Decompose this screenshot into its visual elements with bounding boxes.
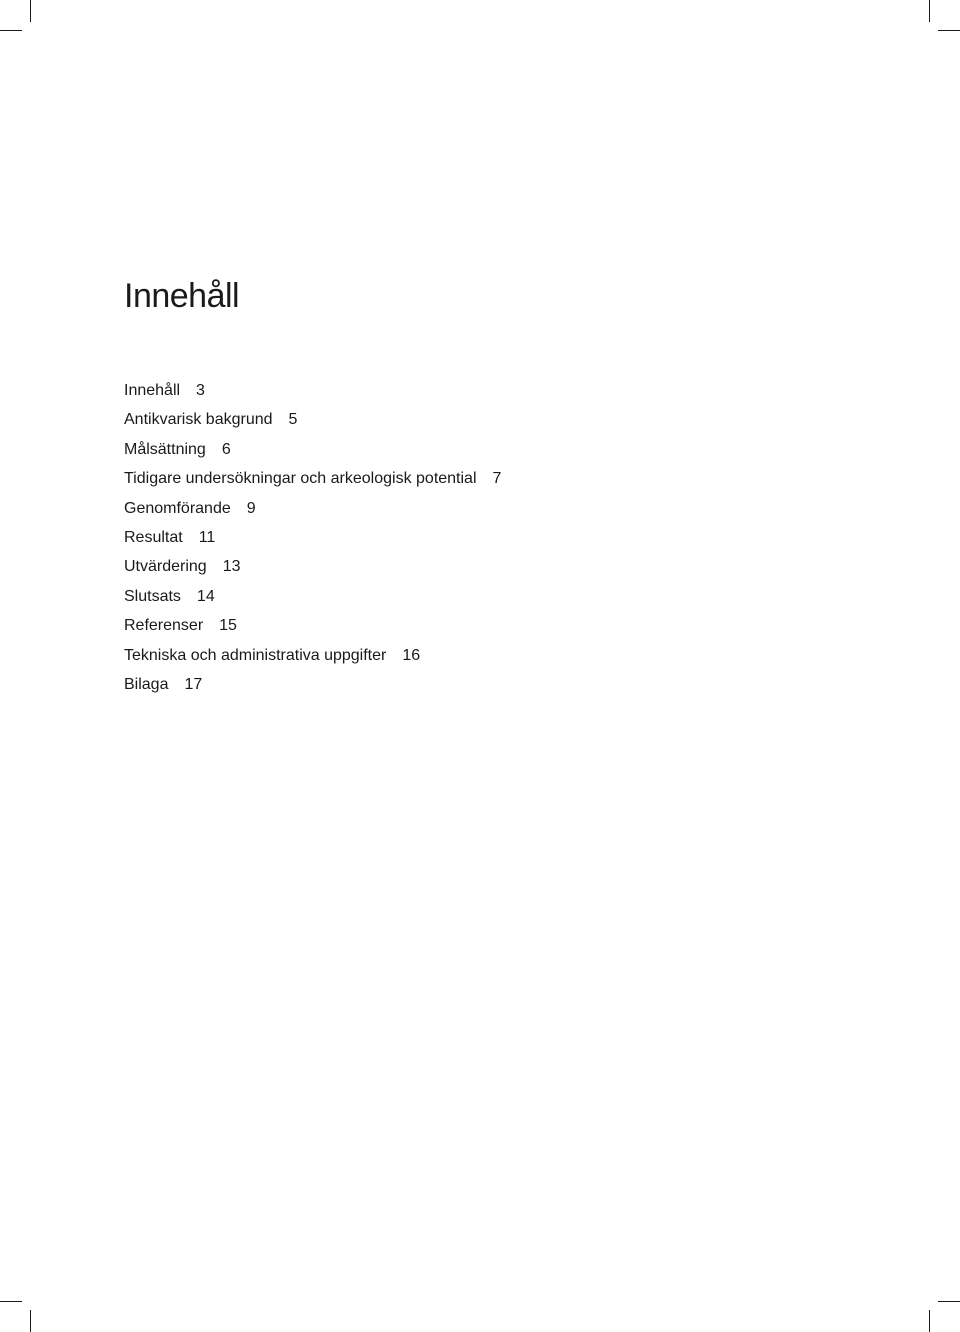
toc-entry-page: 14 bbox=[196, 587, 215, 605]
toc-entry-label: Tidigare undersökningar och arkeologisk potential bbox=[124, 470, 477, 488]
toc-entry-page: 16 bbox=[402, 646, 421, 664]
toc-entry-label: Slutsats bbox=[124, 587, 181, 605]
toc-entry bbox=[124, 405, 501, 434]
crop-mark-bottom-left-vertical bbox=[30, 1310, 31, 1332]
toc-entry-label: Referenser bbox=[124, 617, 204, 635]
toc-entry-page: 11 bbox=[198, 528, 216, 546]
toc-entry-label: Genomförande bbox=[124, 499, 231, 517]
toc-entry-label: Resultat bbox=[124, 528, 183, 546]
toc-entry-label: Bilaga bbox=[124, 675, 169, 693]
toc-entry bbox=[124, 670, 501, 699]
crop-mark-bottom-right-horizontal bbox=[938, 1301, 960, 1302]
toc-entry-label: Tekniska och administrativa uppgifter bbox=[124, 646, 387, 664]
toc-entry-label: Målsättning bbox=[124, 440, 206, 458]
toc-entry bbox=[124, 523, 501, 552]
crop-mark-top-left-vertical bbox=[30, 0, 31, 22]
toc-entry-page: 9 bbox=[246, 499, 256, 517]
toc-entry-page: 17 bbox=[184, 675, 203, 693]
toc-entry-page: 7 bbox=[492, 470, 502, 488]
toc-entry-page: 3 bbox=[196, 382, 205, 399]
toc-entry-label: Innehåll bbox=[124, 382, 181, 399]
toc-entry bbox=[124, 641, 501, 670]
toc-entry bbox=[124, 582, 501, 611]
page-title: Innehåll bbox=[124, 277, 240, 315]
crop-mark-top-left-horizontal bbox=[0, 30, 22, 31]
toc-entry bbox=[124, 611, 501, 640]
toc-entry-label: Utvärdering bbox=[124, 558, 207, 576]
toc-entry-label: Antikvarisk bakgrund bbox=[124, 411, 273, 429]
crop-mark-bottom-left-horizontal bbox=[0, 1301, 22, 1302]
toc-entry bbox=[124, 435, 501, 464]
toc-entry-page: 5 bbox=[288, 411, 298, 429]
toc-entry bbox=[124, 464, 501, 493]
crop-mark-bottom-right-vertical bbox=[929, 1310, 930, 1332]
toc-entry bbox=[124, 494, 501, 523]
toc-entry bbox=[124, 376, 501, 405]
crop-mark-top-right-vertical bbox=[929, 0, 930, 22]
crop-mark-top-right-horizontal bbox=[938, 30, 960, 31]
toc-entry bbox=[124, 552, 501, 581]
toc-entry-page: 15 bbox=[219, 617, 237, 635]
table-of-contents bbox=[124, 376, 501, 699]
toc-entry-page: 13 bbox=[222, 558, 241, 576]
toc-entry-page: 6 bbox=[221, 440, 231, 458]
